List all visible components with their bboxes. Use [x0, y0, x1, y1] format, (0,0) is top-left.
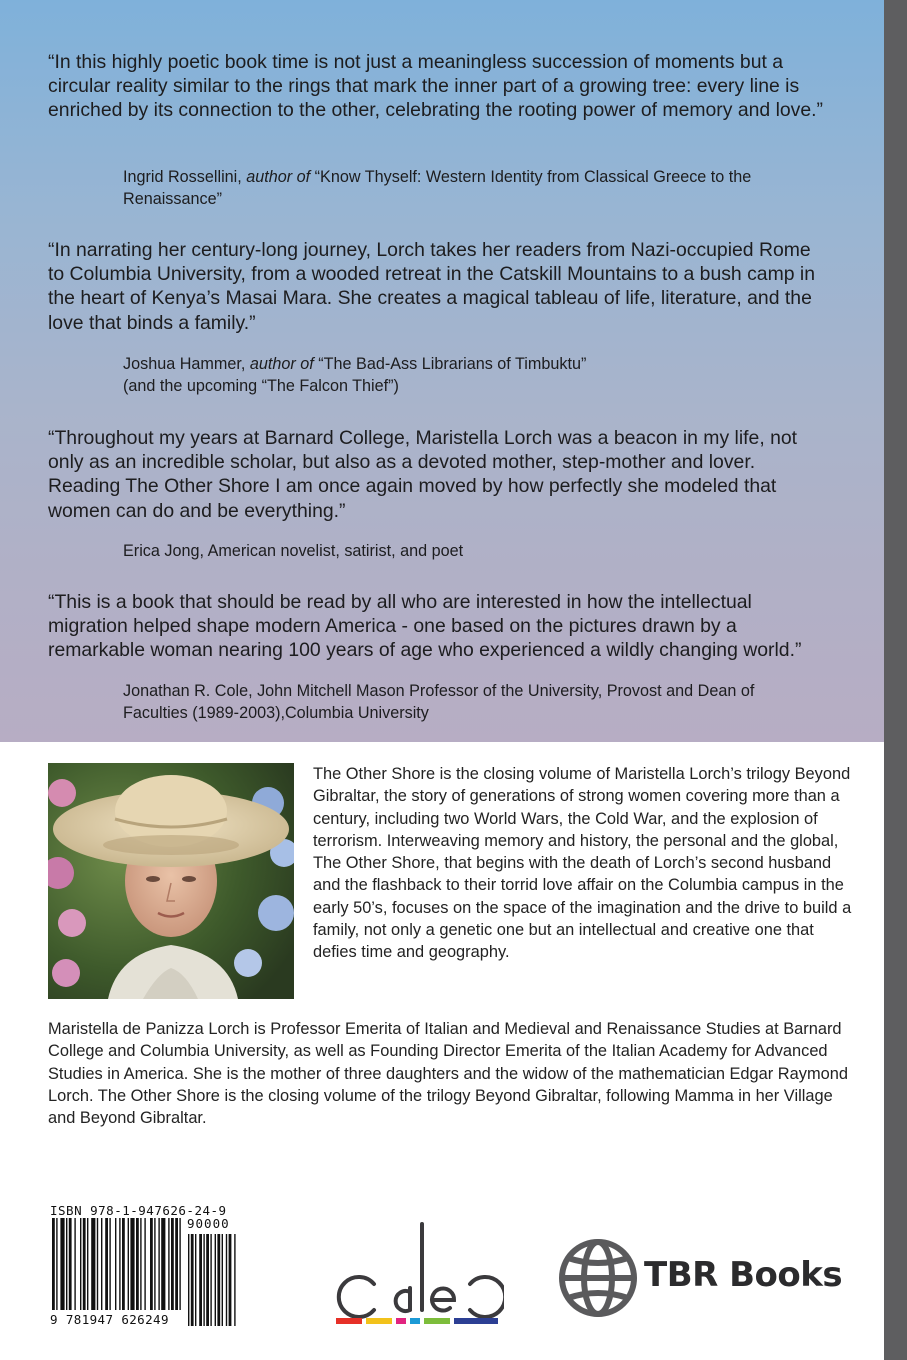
barcode-bar: [122, 1218, 125, 1310]
quote-2-attribution: Joshua Hammer, author of “The Bad-Ass Librarians of Timbuktu” (and the upcoming “The Falcon Thief”): [123, 355, 587, 395]
barcode-digits: 9 781947 626249: [50, 1312, 169, 1327]
barcode-bar: [144, 1218, 145, 1310]
barcode-addon-digits: 90000: [187, 1216, 230, 1231]
caleo-logo: [330, 1218, 504, 1330]
caleo-color-bar: [336, 1318, 362, 1324]
barcode-addon-bar: [222, 1234, 223, 1326]
barcode-bar: [69, 1218, 72, 1310]
barcode-addon-bar: [206, 1234, 209, 1326]
book-spine-edge: [884, 0, 907, 1360]
quote-3-text: “Throughout my years at Barnard College, Maristella Lorch was a beacon in my life, not only as an incredible scholar, but also as a devoted mother, step-mother and lover. Reading The Other Shore I am once again moved by how perfectly she modeled that women can do and be everything.”: [48, 427, 798, 522]
barcode-bar: [115, 1218, 116, 1310]
book-description: The Other Shore is the closing volume of Maristella Lorch’s trilogy Beyond Gibraltar, the story of generations of strong women covering more than a century, including two World Wars, the Cold War, and the explosion of terrorism. Interweaving memory and history, the personal and the global, The Other Shore, that begins with the death of Lorch’s second husband and the flashback to their torrid love affair on the Columbia campus in the early 50’s, focuses on the space of the imagination and the drive to build a family, not only a genetic one but an intellectual and creative one that defies time and geography.: [313, 765, 852, 962]
barcode-addon-bar: [217, 1234, 220, 1326]
barcode-bar: [80, 1218, 81, 1310]
quote-4-attribution: Jonathan R. Cole, John Mitchell Mason Professor of the University, Provost and Dean of Faculties (1989-2003),Columbia University: [123, 682, 755, 722]
quote-4-text: “This is a book that should be read by all who are interested in how the intellectual migration helped shape modern America - one based on the pictures drawn by a remarkable woman nearing 100 years of age who experienced a wildly changing world.”: [48, 591, 802, 662]
caleo-color-bar: [396, 1318, 406, 1324]
barcode-bar: [140, 1218, 141, 1310]
barcode-addon-bar: [195, 1234, 196, 1326]
author-photo: [48, 763, 294, 999]
caleo-color-bar: [424, 1318, 450, 1324]
barcode-bar: [56, 1218, 57, 1310]
barcode-addon-bar: [229, 1234, 232, 1326]
barcode-addon-bar: [215, 1234, 216, 1326]
isbn-number: ISBN 978-1-947626-24-9: [50, 1203, 227, 1218]
barcode-bar: [87, 1218, 88, 1310]
barcode-bar: [158, 1218, 159, 1310]
barcode-bar: [154, 1218, 155, 1310]
barcode-addon-bar: [188, 1234, 189, 1326]
caleo-color-bar: [454, 1318, 498, 1324]
barcode-bar: [179, 1218, 180, 1310]
barcode-bar: [130, 1218, 134, 1310]
caleo-color-bar: [366, 1318, 392, 1324]
barcode-bar: [52, 1218, 55, 1310]
barcode-bar: [161, 1218, 165, 1310]
barcode-bar: [101, 1218, 102, 1310]
barcode-bar: [60, 1218, 64, 1310]
tbr-books-wordmark: TBR Books: [644, 1255, 843, 1295]
barcode-bar: [128, 1218, 129, 1310]
barcode-bar: [66, 1218, 67, 1310]
caleo-color-bar: [410, 1318, 420, 1324]
barcode-bar: [168, 1218, 169, 1310]
quote-1-text: “In this highly poetic book time is not just a meaningless succession of moments but a circular reality similar to the rings that mark the inner part of a growing tree: every line is enriched by its connection to the other, celebrating the rooting power of memory and love.”: [48, 51, 823, 122]
barcode-bar: [83, 1218, 86, 1310]
author-bio: Maristella de Panizza Lorch is Professor Emerita of Italian and Medieval and Renaissance Studies at Barnard College and Columbia University, as well as Founding Director Emerita of the Italian Academy for Advanced Studies in America. She is the mother of three daughters and the widow of the mathematician Edgar Raymond Lorch. The Other Shore is the closing volume of the trilogy Beyond Gibraltar, following Mamma in her Village and Beyond Gibraltar.: [48, 1020, 848, 1128]
barcode-bar: [150, 1218, 153, 1310]
barcode-addon-bar: [203, 1234, 204, 1326]
globe-icon: [554, 1228, 638, 1328]
quote-2-text: “In narrating her century-long journey, Lorch takes her readers from Nazi-occupied Rome to Columbia University, from a wooded retreat in the Catskill Mountains to a bush camp in the heart of Kenya’s Masai Mara. She creates a magical tableau of life, literature, and the love that binds a family.”: [48, 239, 815, 334]
barcode-bar: [91, 1218, 95, 1310]
barcode-bar: [175, 1218, 178, 1310]
quote-1-attribution: Ingrid Rossellini, author of “Know Thyself: Western Identity from Classical Greece to the Renaissance”: [123, 168, 752, 208]
barcode-addon-bar: [199, 1234, 202, 1326]
barcode-bar: [74, 1218, 75, 1310]
barcode-bar: [97, 1218, 98, 1310]
barcode-addon-bar: [234, 1234, 235, 1326]
barcode-addon-bar: [191, 1234, 194, 1326]
barcode-bar: [136, 1218, 139, 1310]
quote-3-attribution: Erica Jong, American novelist, satirist, and poet: [123, 542, 464, 560]
barcode-bar: [171, 1218, 174, 1310]
barcode-bar: [119, 1218, 120, 1310]
barcode-addon-bar: [226, 1234, 227, 1326]
barcode-addon-bar: [210, 1234, 211, 1326]
barcode-bar: [109, 1218, 110, 1310]
barcode-bar: [105, 1218, 108, 1310]
